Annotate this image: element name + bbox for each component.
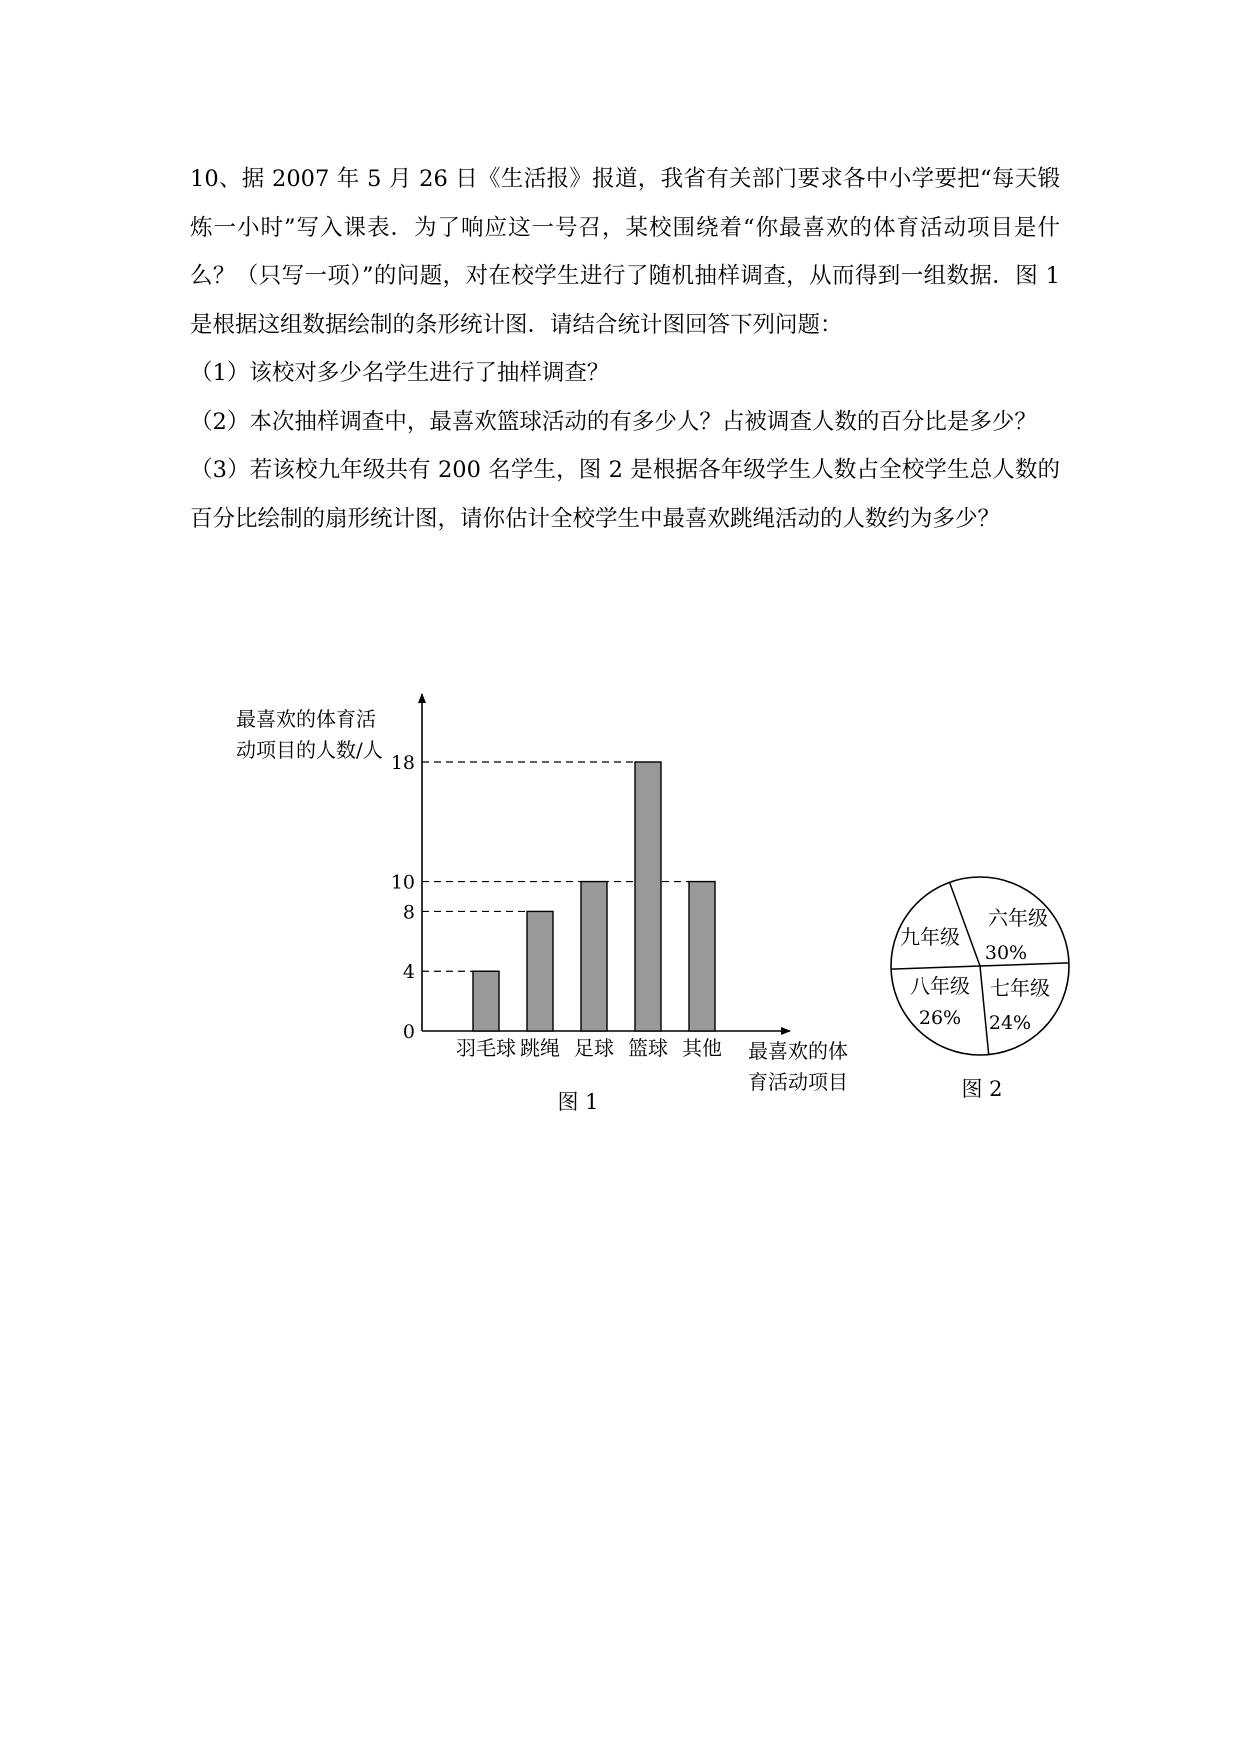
x-tick-label-4: 篮球 <box>628 1036 668 1060</box>
x-tick-label-5: 其他 <box>682 1036 722 1060</box>
bar-1 <box>473 971 499 1031</box>
x-axis-label-line2: 育活动项目 <box>748 1070 848 1094</box>
bars <box>473 762 715 1031</box>
figure-2-caption: 图 2 <box>961 1077 1003 1101</box>
x-axis-label-line1: 最喜欢的体 <box>748 1039 848 1063</box>
y-tick-label-3: 10 <box>390 871 415 894</box>
x-tick-label-1: 羽毛球 <box>456 1036 516 1060</box>
question-2: （2）本次抽样调查中，最喜欢篮球活动的有多少人？占被调查人数的百分比是多少？ <box>190 408 1037 435</box>
y-axis-label-line2: 动项目的人数/人 <box>236 738 383 762</box>
x-tick-label-3: 足球 <box>574 1036 614 1060</box>
pie-border-4 <box>891 966 980 969</box>
slice-label-grade9: 九年级 <box>900 925 960 949</box>
slice-label-grade8: 八年级 <box>910 974 970 998</box>
bar-chart <box>236 694 848 1114</box>
bar-4 <box>635 762 661 1031</box>
bar-3 <box>581 882 607 1031</box>
bar-2 <box>527 911 553 1031</box>
bar-5 <box>689 882 715 1031</box>
question-3: （3）若该校九年级共有 200 名学生，图 2 是根据各年级学生人数占全校学生总人数的百分比绘制的扇形统计图，请你估计全校学生中最喜欢跳绳活动的人数约为多少？ <box>190 457 1060 532</box>
y-tick-label-4: 18 <box>390 752 415 774</box>
y-tick-label-1: 4 <box>402 961 415 984</box>
slice-value-grade6: 30% <box>984 942 1028 964</box>
pie-border-3 <box>980 966 989 1055</box>
x-tick-labels <box>456 1036 722 1060</box>
y-tick-label-2: 8 <box>402 901 415 924</box>
y-axis-label-line1: 最喜欢的体育活 <box>236 707 376 731</box>
slice-label-grade6: 六年级 <box>988 906 1048 930</box>
pie-chart <box>891 877 1069 1101</box>
slice-value-grade7: 24% <box>988 1012 1032 1034</box>
y-tick-label-0: 0 <box>402 1021 415 1043</box>
x-tick-label-2: 跳绳 <box>520 1036 560 1060</box>
slice-label-grade7: 七年级 <box>990 976 1050 1000</box>
problem-intro: 10、据 2007 年 5 月 26 日《生活报》报道，我省有关部门要求各中小学要把“每天锻炼一小时”写入课表．为了响应这一号召，某校围绕着“你最喜欢的体育活动项目是什么？（只写一项）”的问题，对在校学生进行了随机抽样调查，从而得到一组数据．图 1 是根据这组数据绘制的条形统计图．请结合统计图回答下列问题： <box>190 166 1060 338</box>
figure-1-caption: 图 1 <box>557 1090 599 1114</box>
y-tick-labels <box>391 752 415 1043</box>
question-1: （1）该校对多少名学生进行了抽样调查？ <box>190 360 610 386</box>
slice-value-grade8: 26% <box>918 1007 962 1029</box>
